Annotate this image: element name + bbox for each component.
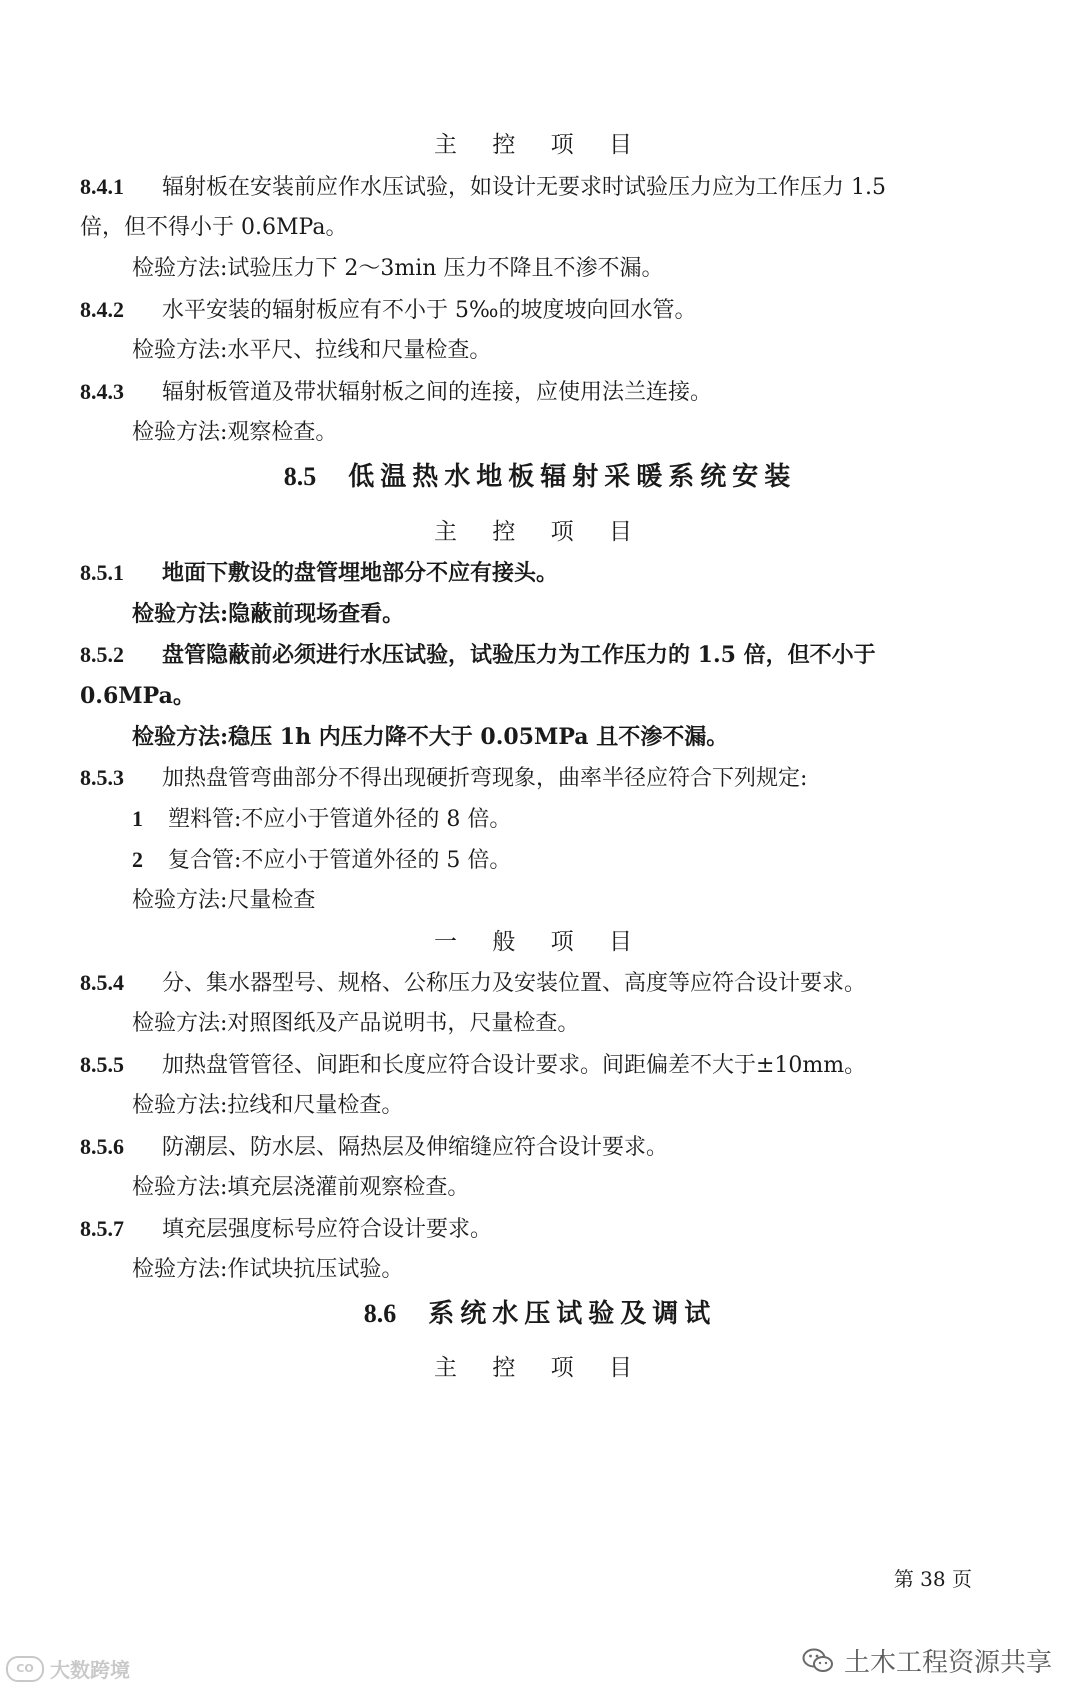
- inspection-method: 检验方法:水平尺、拉线和尺量检查。: [132, 338, 492, 363]
- list-item-text: 复合管:不应小于管道外径的 5 倍。: [168, 848, 512, 873]
- clause-8-5-3: [80, 763, 807, 794]
- inspection-method: 检验方法:观察检查。: [132, 420, 338, 445]
- clause-number: 8.4.3: [80, 379, 124, 404]
- inspection-method: 检验方法:填充层浇灌前观察检查。: [132, 1175, 470, 1200]
- inspection-method: 检验方法:对照图纸及产品说明书，尺量检查。: [132, 1011, 580, 1036]
- section-number: 8.6: [363, 1299, 397, 1328]
- section-title: 系统水压试验及调试: [428, 1299, 717, 1329]
- list-item: [132, 804, 511, 835]
- watermark-logo-icon: CO: [6, 1656, 44, 1682]
- clause-text: 辐射板管道及带状辐射板之间的连接，应使用法兰连接。: [162, 380, 713, 405]
- list-item-number: 1: [132, 806, 143, 831]
- clause-text: 水平安装的辐射板应有不小于 5‰的坡度坡向回水管。: [162, 298, 697, 323]
- clause-8-5-2-cont: 0.6MPa。: [80, 683, 195, 709]
- clause-8-4-2: [80, 295, 697, 326]
- clause-text: 加热盘管管径、间距和长度应符合设计要求。间距偏差不大于±10mm。: [162, 1053, 867, 1078]
- inspection-method: 检验方法:尺量检查: [132, 888, 316, 913]
- subheading-main-control: 主 控 项 目: [434, 519, 646, 545]
- wechat-icon: [802, 1647, 834, 1675]
- clause-number: 8.5.4: [80, 970, 124, 995]
- list-item-number: 2: [132, 847, 143, 872]
- inspection-method: 检验方法:作试块抗压试验。: [132, 1257, 404, 1282]
- watermark-left: [6, 1654, 130, 1683]
- page-number: 第 38 页: [893, 1567, 972, 1591]
- subheading-main-control: 主 控 项 目: [434, 132, 646, 158]
- clause-8-4-3: [80, 377, 712, 408]
- clause-text: 地面下敷设的盘管埋地部分不应有接头。: [162, 560, 559, 586]
- clause-text: 盘管隐蔽前必须进行水压试验，试验压力为工作压力的 1.5 倍，但不小于: [162, 642, 876, 668]
- clause-number: 8.5.3: [80, 765, 124, 790]
- clause-number: 8.5.5: [80, 1052, 124, 1077]
- clause-8-4-1: [80, 172, 886, 203]
- clause-8-5-1: [80, 558, 558, 588]
- clause-8-4-1-cont: 倍，但不得小于 0.6MPa。: [80, 215, 348, 240]
- list-item: [132, 845, 511, 876]
- clause-8-5-2: [80, 640, 876, 670]
- clause-text: 分、集水器型号、规格、公称压力及安装位置、高度等应符合设计要求。: [162, 971, 867, 996]
- inspection-method: 检验方法:隐蔽前现场查看。: [132, 601, 405, 627]
- clause-number: 8.4.2: [80, 297, 124, 322]
- section-title: 低温热水地板辐射采暖系统安装: [348, 462, 797, 492]
- clause-8-5-4: [80, 968, 866, 999]
- watermark-right-text: 土木工程资源共享: [843, 1648, 1052, 1678]
- subheading-general: 一 般 项 目: [434, 929, 646, 955]
- clause-number: 8.5.6: [80, 1134, 124, 1159]
- inspection-method: 检验方法:拉线和尺量检查。: [132, 1093, 404, 1118]
- clause-number: 8.4.1: [80, 174, 124, 199]
- inspection-method: 检验方法:试验压力下 2～3min 压力不降且不渗不漏。: [132, 256, 664, 281]
- clause-number: 8.5.7: [80, 1216, 124, 1241]
- watermark-right: [802, 1642, 1052, 1679]
- clause-8-5-5: [80, 1050, 866, 1081]
- list-item-text: 塑料管:不应小于管道外径的 8 倍。: [168, 807, 512, 832]
- clause-text: 加热盘管弯曲部分不得出现硬折弯现象，曲率半径应符合下列规定:: [162, 766, 808, 791]
- clause-8-5-7: [80, 1214, 492, 1245]
- clause-text: 填充层强度标号应符合设计要求。: [162, 1217, 493, 1242]
- section-number: 8.5: [283, 462, 317, 491]
- section-heading-8-6: [0, 1297, 1080, 1331]
- watermark-left-text: 大数跨境: [50, 1658, 130, 1682]
- section-heading-8-5: [0, 460, 1080, 494]
- clause-number: 8.5.2: [80, 642, 124, 667]
- inspection-method: 检验方法:稳压 1h 内压力降不大于 0.05MPa 且不渗不漏。: [132, 724, 729, 750]
- clause-8-5-6: [80, 1132, 668, 1163]
- clause-number: 8.5.1: [80, 560, 124, 585]
- clause-text: 辐射板在安装前应作水压试验，如设计无要求时试验压力应为工作压力 1.5: [162, 175, 886, 200]
- clause-text: 防潮层、防水层、隔热层及伸缩缝应符合设计要求。: [162, 1135, 669, 1160]
- subheading-main-control: 主 控 项 目: [434, 1355, 646, 1381]
